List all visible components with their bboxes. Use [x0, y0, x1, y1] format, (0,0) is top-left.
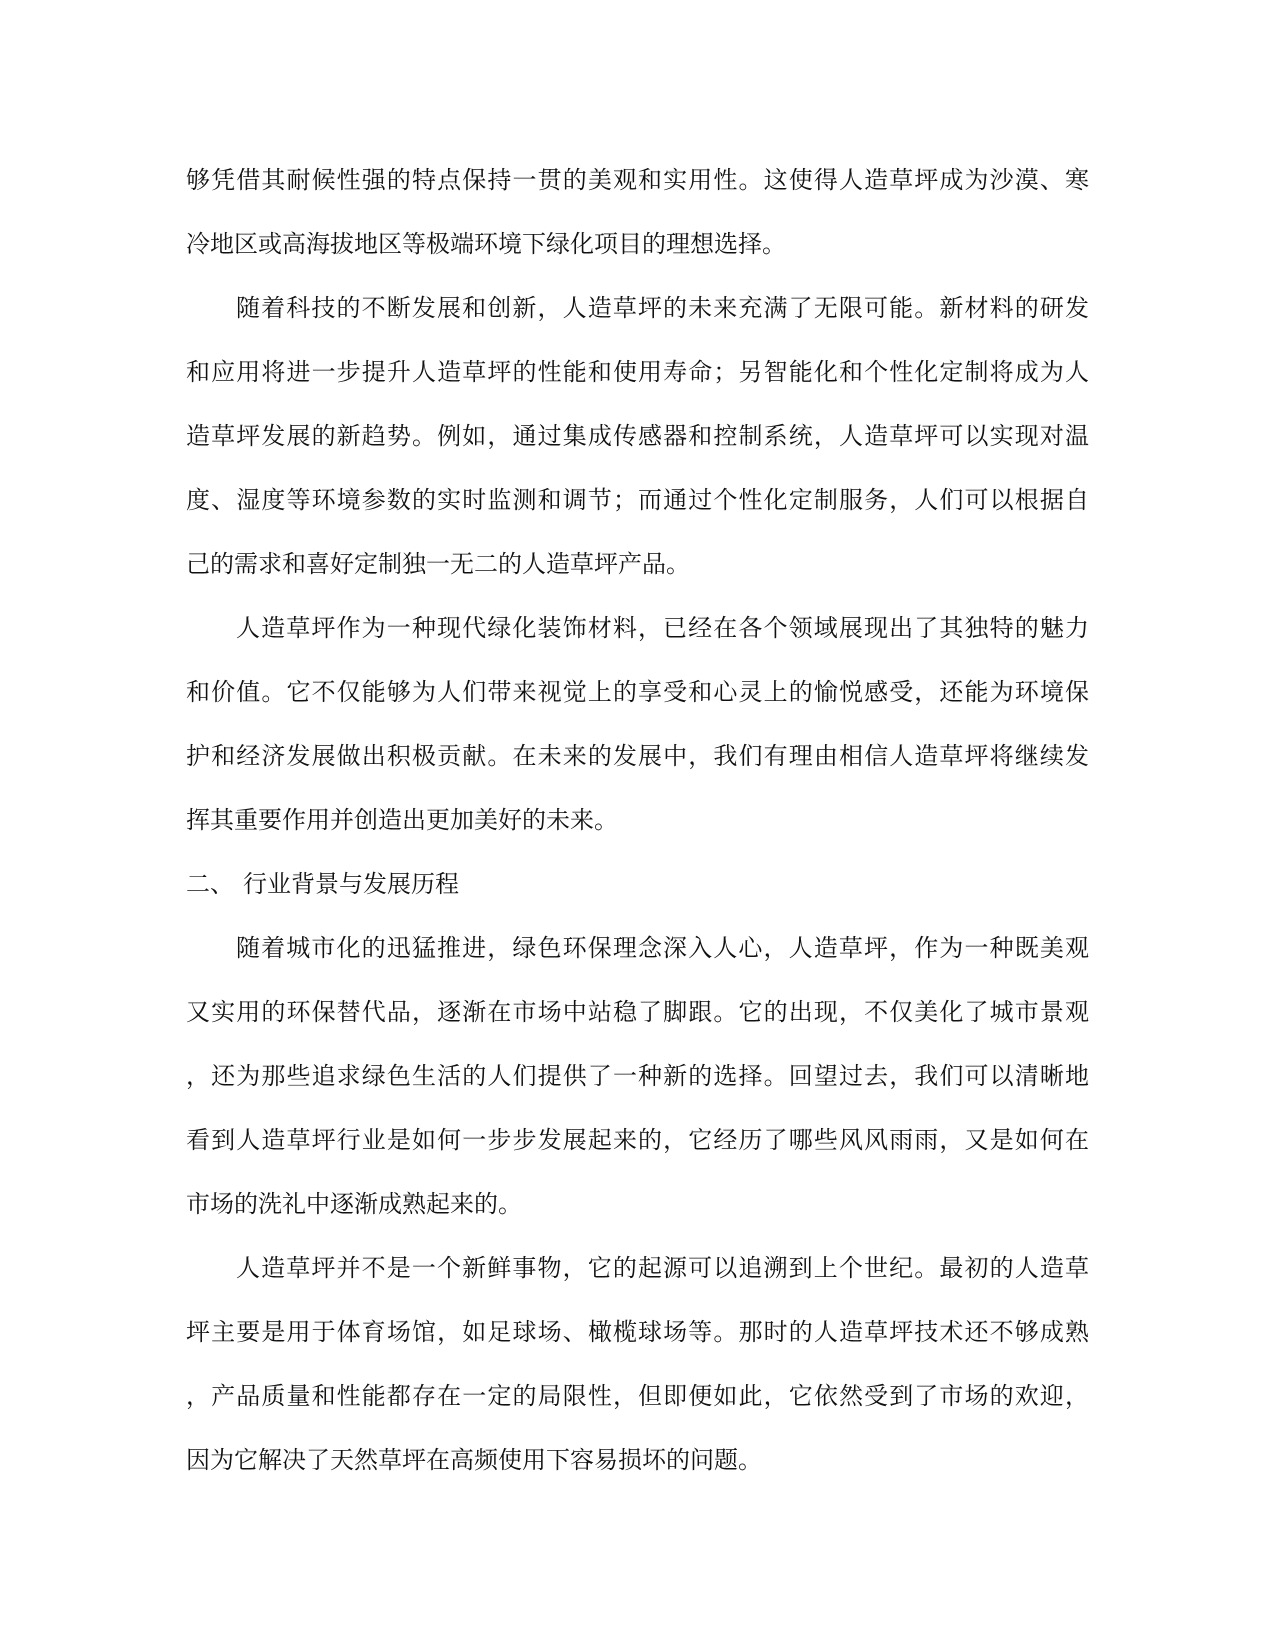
text-line: 市场的洗礼中逐渐成熟起来的。	[186, 1190, 522, 1218]
text-line: 挥其重要作用并创造出更加美好的未来。	[186, 806, 618, 834]
text-line: 造草坪发展的新趋势。例如，通过集成传感器和控制系统，人造草坪可以实现对温	[186, 422, 1089, 450]
text-line: 和应用将进一步提升人造草坪的性能和使用寿命；另智能化和个性化定制将成为人	[186, 358, 1089, 386]
text-line: 人造草坪作为一种现代绿化装饰材料，已经在各个领域展现出了其独特的魅力	[236, 614, 1089, 642]
text-line: ，还为那些追求绿色生活的人们提供了一种新的选择。回望过去，我们可以清晰地	[186, 1062, 1089, 1090]
text-line: 己的需求和喜好定制独一无二的人造草坪产品。	[186, 550, 690, 578]
text-line: 够凭借其耐候性强的特点保持一贯的美观和实用性。这使得人造草坪成为沙漠、寒	[186, 166, 1089, 194]
section-heading	[186, 852, 1089, 916]
text-line: 随着科技的不断发展和创新，人造草坪的未来充满了无限可能。新材料的研发	[236, 294, 1089, 322]
section-title: 行业背景与发展历程	[243, 870, 459, 898]
paragraph-summary	[186, 596, 1089, 852]
text-line: 和价值。它不仅能够为人们带来视觉上的享受和心灵上的愉悦感受，还能为环境保	[186, 678, 1089, 706]
document-body	[186, 148, 1089, 1492]
section-number: 二、	[186, 870, 234, 898]
text-line: 因为它解决了天然草坪在高频使用下容易损坏的问题。	[186, 1446, 762, 1474]
paragraph-continuation	[186, 148, 1089, 276]
paragraph-origin	[186, 1236, 1089, 1492]
text-line: 看到人造草坪行业是如何一步步发展起来的，它经历了哪些风风雨雨，又是如何在	[186, 1126, 1089, 1154]
text-line: 护和经济发展做出积极贡献。在未来的发展中，我们有理由相信人造草坪将继续发	[186, 742, 1089, 770]
paragraph-background	[186, 916, 1089, 1236]
text-line: 人造草坪并不是一个新鲜事物，它的起源可以追溯到上个世纪。最初的人造草	[236, 1254, 1089, 1282]
paragraph-future-tech	[186, 276, 1089, 596]
text-line: 冷地区或高海拔地区等极端环境下绿化项目的理想选择。	[186, 230, 786, 258]
text-line: 又实用的环保替代品，逐渐在市场中站稳了脚跟。它的出现，不仅美化了城市景观	[186, 998, 1089, 1026]
text-line: 度、湿度等环境参数的实时监测和调节；而通过个性化定制服务，人们可以根据自	[186, 486, 1089, 514]
text-line: 坪主要是用于体育场馆，如足球场、橄榄球场等。那时的人造草坪技术还不够成熟	[186, 1318, 1089, 1346]
text-line: 随着城市化的迅猛推进，绿色环保理念深入人心，人造草坪，作为一种既美观	[236, 934, 1089, 962]
text-line: ，产品质量和性能都存在一定的局限性，但即便如此，它依然受到了市场的欢迎，	[186, 1382, 1089, 1410]
